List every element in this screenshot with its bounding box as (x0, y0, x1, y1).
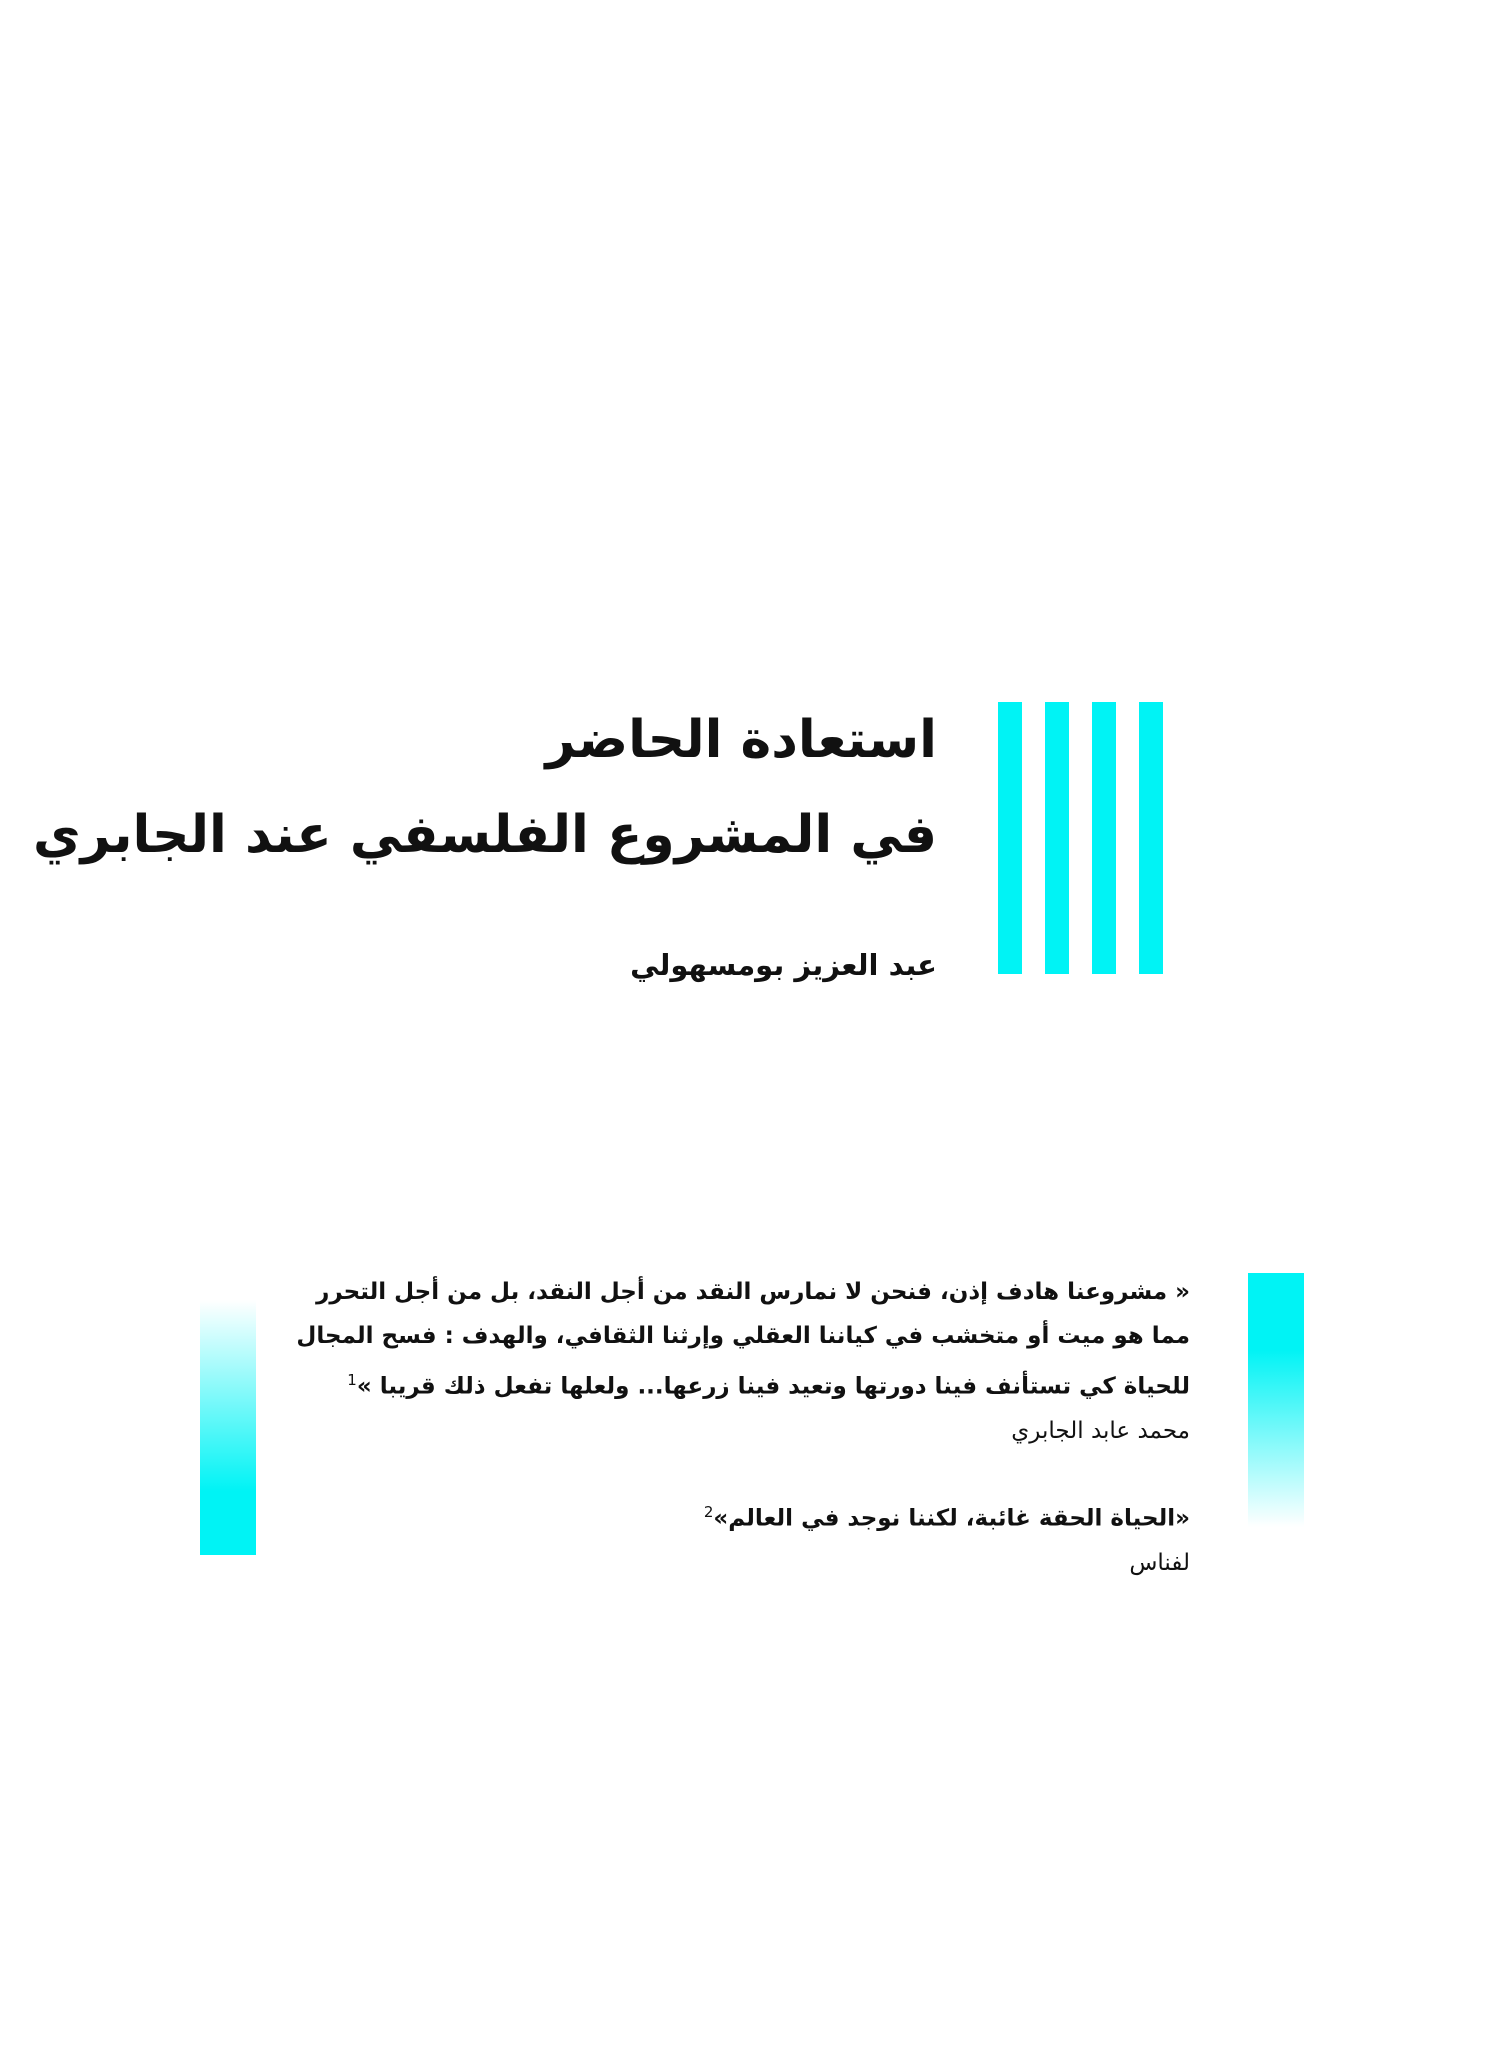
decorative-bar-4 (1139, 702, 1163, 974)
epigraph-line-1: « مشروعنا هادف إذن، فنحن لا نمارس النقد من أجل النقد، بل من أجل التحرر (316, 1279, 1190, 1305)
epigraph-quote-2 (320, 1490, 1190, 1585)
decorative-bar-3 (1092, 702, 1116, 974)
decorative-bar-1 (998, 702, 1022, 974)
footnote-marker-2: 2 (703, 1503, 714, 1521)
epigraph-attribution: محمد عابد الجابري (1011, 1417, 1190, 1444)
epigraph-line-3-text: للحياة كي تستأنف فينا دورتها وتعيد فينا زرعها... ولعلها تفعل ذلك قريبا » (356, 1373, 1190, 1400)
author-name: عبد العزيز بومسهولي (630, 948, 937, 982)
footnote-marker-1: 1 (347, 1371, 357, 1389)
page-title-line-2: في المشروع الفلسفي عند الجابري (32, 805, 937, 865)
epigraph-line-2: مما هو ميت أو متخشب في كياننا العقلي وإرثنا الثقافي، والهدف : فسح المجال (296, 1323, 1190, 1349)
epigraph-line-3 (320, 1358, 1190, 1409)
epigraph-2-attribution: لفناس (1129, 1549, 1190, 1576)
decorative-gradient-left (200, 1300, 256, 1555)
epigraph-quote (296, 1270, 1190, 1453)
decorative-bar-2 (1045, 702, 1069, 974)
epigraph-2-line (320, 1490, 1190, 1541)
epigraph-2-text: «الحياة الحقة غائبة، لكننا نوجد في العالم» (713, 1505, 1190, 1532)
page-title-line-1: استعادة الحاضر (545, 710, 937, 770)
decorative-gradient-right (1248, 1273, 1304, 1527)
